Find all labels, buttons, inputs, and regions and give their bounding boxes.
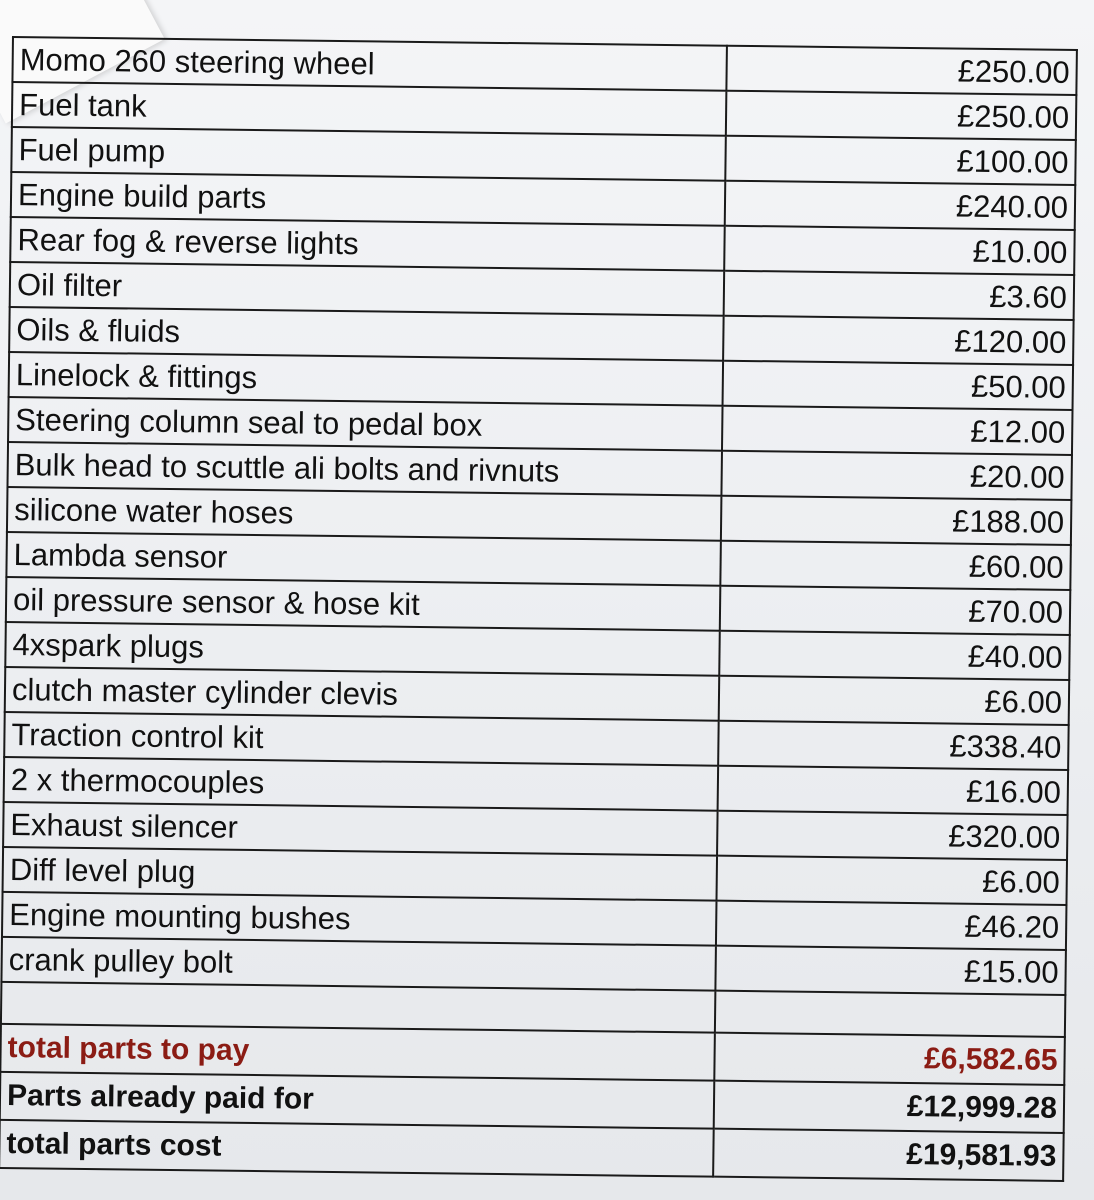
item-amount: £188.00	[721, 496, 1072, 545]
item-amount: £20.00	[721, 451, 1072, 500]
item-amount: £12.00	[722, 406, 1073, 455]
item-description: crank pulley bolt	[1, 937, 715, 991]
item-amount: £250.00	[726, 91, 1077, 140]
item-amount: £10.00	[724, 226, 1075, 275]
total-amount: £12,999.28	[714, 1081, 1065, 1133]
item-amount: £338.40	[718, 721, 1069, 770]
item-amount: £46.20	[716, 901, 1067, 950]
item-description: Engine mounting bushes	[2, 892, 716, 946]
item-description: silicone water hoses	[7, 487, 721, 541]
total-label: total parts cost	[0, 1120, 714, 1177]
item-description: Traction control kit	[4, 712, 718, 766]
item-description: Lambda sensor	[6, 532, 720, 586]
item-description: oil pressure sensor & hose kit	[6, 577, 720, 631]
item-description: Rear fog & reverse lights	[10, 217, 724, 271]
item-description: Fuel tank	[12, 82, 726, 136]
item-amount: £40.00	[719, 631, 1070, 680]
item-amount: £6.00	[716, 856, 1067, 905]
item-amount: £60.00	[720, 541, 1071, 590]
parts-cost-table	[0, 36, 1078, 1182]
item-description: Exhaust silencer	[3, 802, 717, 856]
item-amount: £6.00	[719, 676, 1070, 725]
item-description: Steering column seal to pedal box	[8, 397, 722, 451]
item-description: Diff level plug	[3, 847, 717, 901]
item-amount: £16.00	[718, 766, 1069, 815]
blank-cell	[715, 991, 1065, 1037]
item-amount: £100.00	[725, 136, 1076, 185]
total-amount: £19,581.93	[713, 1129, 1064, 1181]
item-description: 2 x thermocouples	[4, 757, 718, 811]
item-amount: £50.00	[723, 361, 1074, 410]
total-amount: £6,582.65	[714, 1033, 1065, 1085]
item-description: 4xspark plugs	[5, 622, 719, 676]
item-amount: £70.00	[720, 586, 1071, 635]
item-amount: £15.00	[715, 946, 1066, 995]
item-description: Linelock & fittings	[9, 352, 723, 406]
item-amount: £250.00	[726, 46, 1077, 95]
item-description: Momo 260 steering wheel	[12, 37, 726, 91]
item-description: Oils & fluids	[9, 307, 723, 361]
item-description: Oil filter	[10, 262, 724, 316]
total-label: total parts to pay	[0, 1024, 715, 1081]
item-amount: £120.00	[723, 316, 1074, 365]
item-description: Fuel pump	[11, 127, 725, 181]
item-amount: £320.00	[717, 811, 1068, 860]
parts-table-wrapper	[0, 36, 1078, 1182]
total-label: Parts already paid for	[0, 1072, 714, 1129]
item-description: Bulk head to scuttle ali bolts and rivnuts	[7, 442, 721, 496]
item-amount: £240.00	[725, 181, 1076, 230]
item-description: clutch master cylinder clevis	[5, 667, 719, 721]
item-description: Engine build parts	[11, 172, 725, 226]
item-amount: £3.60	[724, 271, 1075, 320]
